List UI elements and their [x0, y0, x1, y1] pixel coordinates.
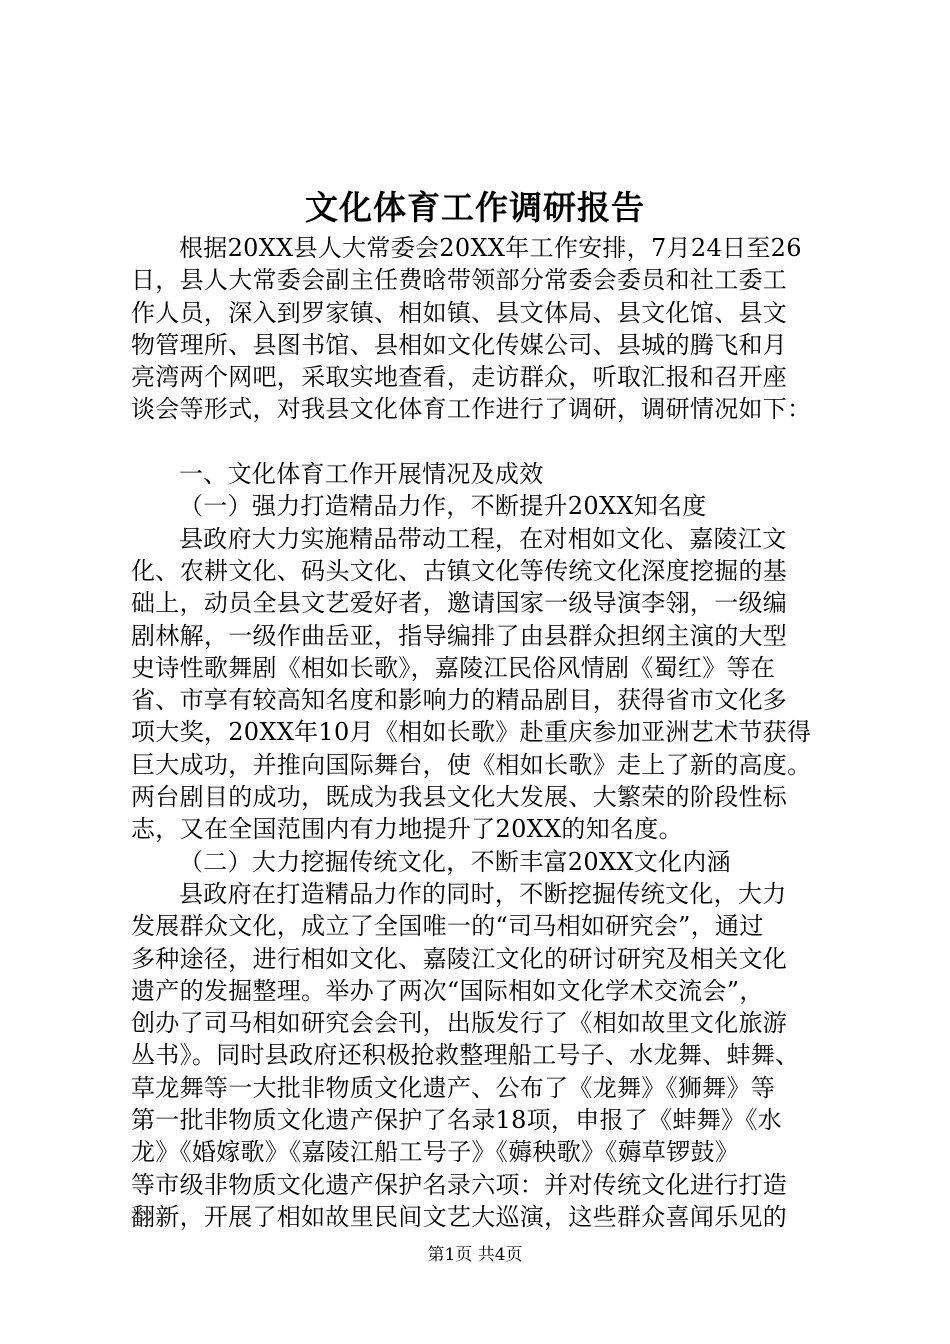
- paragraph-line: 物管理所、县图书馆、县相如文化传媒公司、县城的腾飞和月: [131, 330, 788, 359]
- paragraph-line: 作人员，深入到罗家镇、相如镇、县文体局、县文化馆、县文: [131, 298, 788, 327]
- paragraph-line: 第一批非物质文化遗产保护了名录18项，申报了《蚌舞》《水: [131, 1106, 782, 1135]
- paragraph-line: 项大奖，20XX年10月《相如长歌》赴重庆参加亚洲艺术节获得: [131, 718, 812, 747]
- paragraph-line: 两台剧目的成功，既成为我县文化大发展、大繁荣的阶段性标: [131, 783, 788, 812]
- paragraph-line: 发展群众文化，成立了全国唯一的“司马相如研究会”，通过: [131, 912, 764, 941]
- paragraph-line: 史诗性歌舞剧《相如长歌》，嘉陵江民俗风情剧《蜀红》等在: [131, 653, 776, 682]
- subsection-heading: （一）强力打造精品力作，不断提升20XX知名度: [179, 492, 707, 521]
- paragraph-line: 根据20XX县人大常委会20XX年工作安排，7月24日至26: [179, 234, 802, 262]
- paragraph-line: 亮湾两个网吧，采取实地查看，走访群众，听取汇报和召开座: [131, 363, 788, 392]
- paragraph-line: 龙》《婚嫁歌》《嘉陵江船工号子》《薅秧歌》《薅草锣鼓》: [131, 1138, 740, 1167]
- paragraph-line: 化、农耕文化、码头文化、古镇文化等传统文化深度挖掘的基: [131, 556, 788, 585]
- paragraph-line: 创办了司马相如研究会会刊，出版发行了《相如故里文化旅游: [131, 1009, 788, 1038]
- paragraph-line: 翻新，开展了相如故里民间文艺大巡演，这些群众喜闻乐见的: [131, 1202, 788, 1231]
- document-body: [131, 232, 851, 1233]
- paragraph-line: 等市级非物质文化遗产保护名录六项：并对传统文化进行打造: [131, 1170, 788, 1199]
- blank-line: [131, 426, 851, 458]
- paragraph-line: 草龙舞等一大批非物质文化遗产、公布了《龙舞》《狮舞》等: [131, 1073, 776, 1102]
- paragraph-line: 谈会等形式，对我县文化体育工作进行了调研，调研情况如下：: [131, 395, 812, 424]
- section-heading: 一、文化体育工作开展情况及成效: [179, 460, 544, 489]
- document-title: 文化体育工作调研报告: [305, 188, 645, 227]
- paragraph-line: 日，县人大常委会副主任费晗带领部分常委会委员和社工委工: [131, 266, 788, 295]
- paragraph-line: 县政府大力实施精品带动工程，在对相如文化、嘉陵江文: [179, 524, 787, 553]
- paragraph-line: 巨大成功，并推向国际舞台，使《相如长歌》走上了新的高度。: [131, 750, 812, 779]
- paragraph-line: 遗产的发掘整理。举办了两次“国际相如文化学术交流会”，: [131, 976, 764, 1005]
- subsection-heading: （二）大力挖掘传统文化，不断丰富20XX文化内涵: [179, 847, 731, 876]
- paragraph-line: 丛书》。同时县政府还积极抢救整理船工号子、水龙舞、蚌舞、: [131, 1041, 800, 1070]
- paragraph-line: 省、市享有较高知名度和影响力的精品剧目，获得省市文化多: [131, 686, 788, 715]
- page-indicator: 第1页 共4页: [427, 1245, 523, 1265]
- paragraph-line: 志，又在全国范围内有力地提升了20XX的知名度。: [131, 815, 683, 844]
- paragraph-line: 县政府在打造精品力作的同时，不断挖掘传统文化，大力: [179, 879, 787, 908]
- paragraph-line: 础上，动员全县文艺爱好者，邀请国家一级导演李翎，一级编: [131, 589, 788, 618]
- paragraph-line: 剧林解，一级作曲岳亚，指导编排了由县群众担纲主演的大型: [131, 621, 788, 650]
- paragraph-line: 多种途径，进行相如文化、嘉陵江文化的研讨研究及相关文化: [131, 944, 788, 973]
